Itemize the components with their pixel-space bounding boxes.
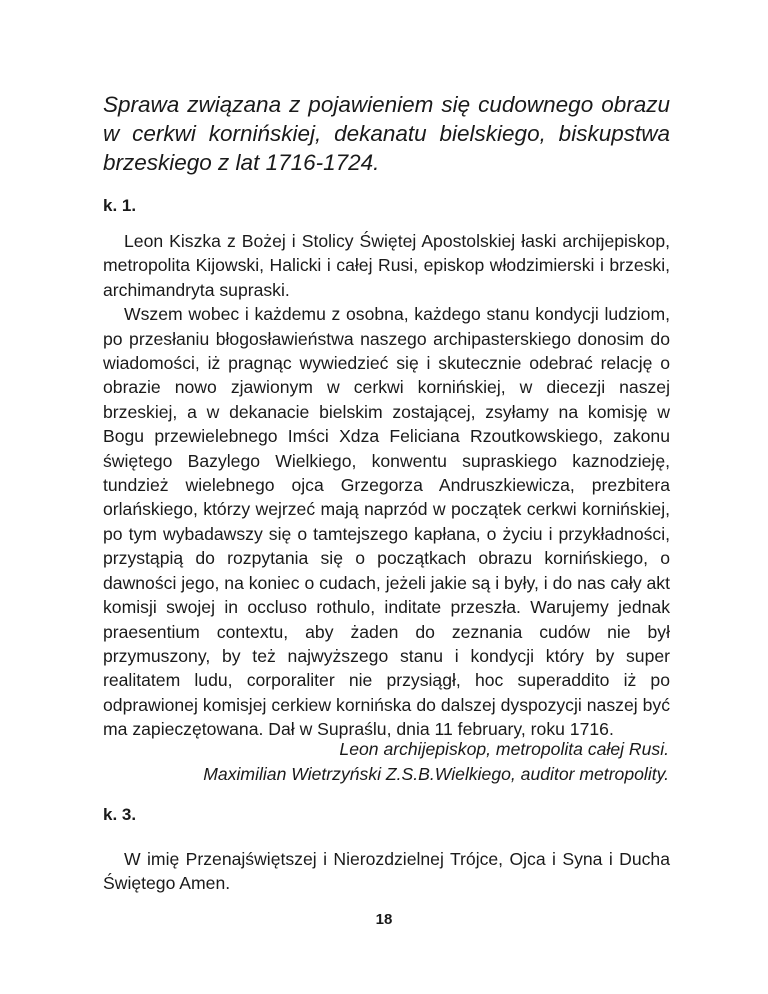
section-k3-body — [103, 847, 670, 896]
folio-marker-k3: k. 3. — [103, 805, 137, 824]
signature-line: Maximilian Wietrzyński Z.S.B.Wielkiego, auditor metropolity. — [203, 764, 669, 784]
paragraph: Wszem wobec i każdemu z osobna, każdego stanu kondycji ludziom, po przesłaniu błogosławieństwa naszego archipasterskiego donosim do wiadomości, iż pragnąc wywiedzieć się i skutecznie odebrać relację o obrazie nowo zjawionym w cerkwi kornińskiej, w diecezji naszej brzeskiej, a w dekanacie bielskim zostającej, zsyłamy na komisję w Bogu przewielebnego Imści Xdza Feliciana Rzoutkowskiego, zakonu świętego Bazylego Wielkiego, konwentu supraskiego kaznodzieję, tundzież wielebnego ojca Grzegorza Andruszkiewicza, prezbitera orlańskiego, którzy wejrzeć mają naprzód w początek cerkwi kornińskiej, po tym wybadawszy się o tamtejszego kapłana, o życiu i przykładności, przystąpią do rozpytania się o początkach obrazu kornińskiego, o dawności jego, na koniec o cudach, jeżeli jakie są i były, i do nas cały akt komisji swojej in occluso rothulo, inditate przeszła. Warujemy jednak praesentium contextu, aby żaden do zeznania cudów nie był przymuszony, by też najwyższego stanu i kondycji który by super realitatem ludu, corporaliter nie przysiągł, hoc superaddito iż po odprawionej komisjej cerkiew kornińska do dalszej dyspozycji naszej być ma zapieczętowana. Dał w Supraślu, dnia 11 february, roku 1716. — [103, 304, 670, 740]
section-k1-body — [103, 229, 670, 742]
page-number: 18 — [375, 911, 393, 928]
signature-block — [103, 737, 669, 787]
folio-marker-k1: k. 1. — [103, 196, 137, 215]
paragraph: W imię Przenajświętszej i Nierozdzielnej Trójce, Ojca i Syna i Ducha Świętego Amen. — [103, 849, 670, 894]
signature-line: Leon archijepiskop, metropolita całej Rusi. — [339, 739, 669, 759]
document-title: Sprawa związana z pojawieniem się cudownego obrazu w cerkwi kornińskiej, dekanatu bielskiego, biskupstwa brzeskiego z lat 1716-1724. — [103, 92, 670, 175]
paragraph: Leon Kiszka z Bożej i Stolicy Świętej Apostolskiej łaski archijepiskop, metropolita Kijowski, Halicki i całej Rusi, episkop włodzimierski i brzeski, archimandryta supraski. — [103, 231, 670, 300]
